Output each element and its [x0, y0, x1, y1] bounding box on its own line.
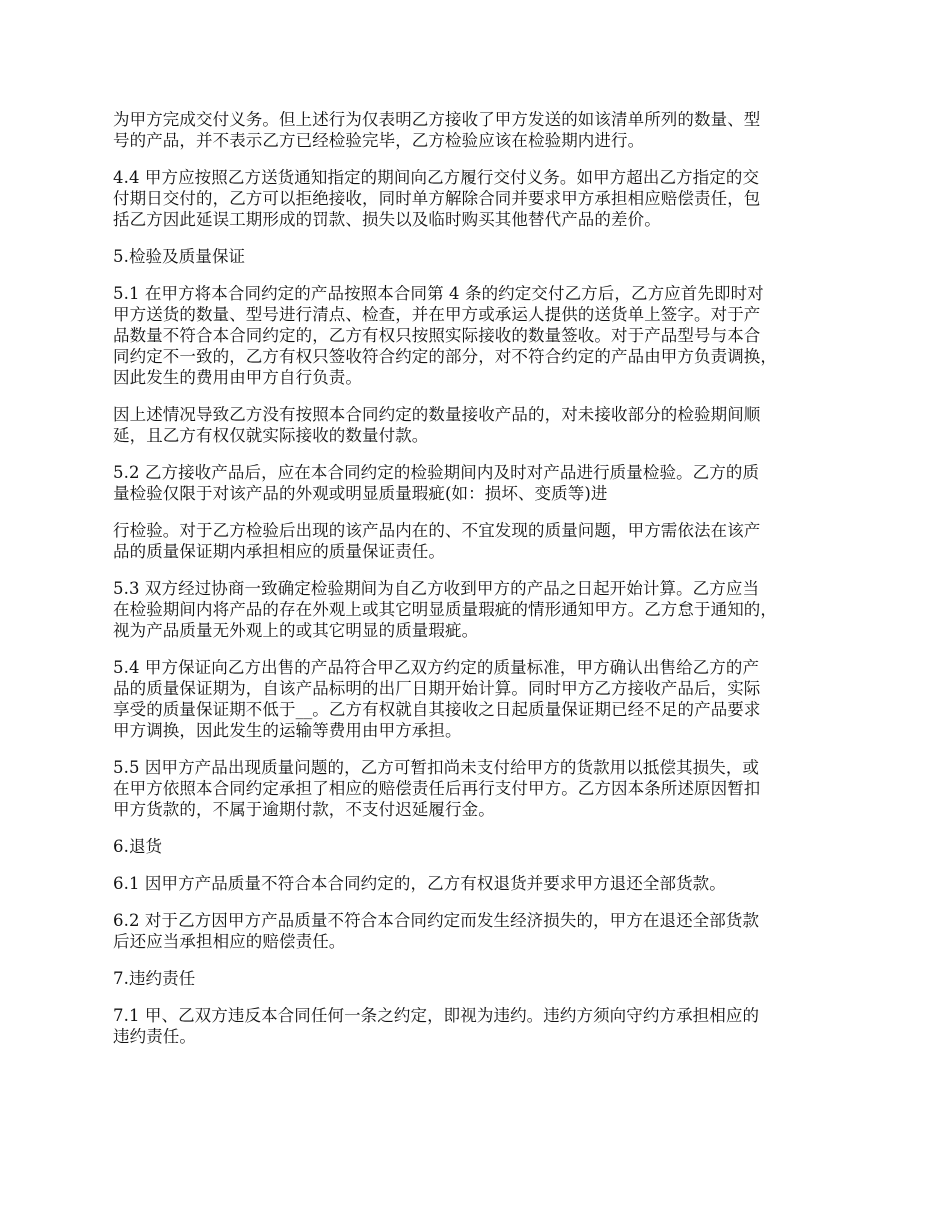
clause-6-2: 6.2 对于乙方因甲方产品质量不符合本合同约定而发生经济损失的，甲方在退还全部货款 后还应当承担相应的赔偿责任。 — [113, 911, 760, 951]
clause-7-1: 7.1 甲、乙双方违反本合同任何一条之约定，即视为违约。违约方须向守约方承担相应的 违约责任。 — [113, 1006, 760, 1046]
clause-5-1: 5.1 在甲方将本合同约定的产品按照本合同第 4 条的约定交付乙方后，乙方应首先即时对 甲方送货的数量、型号进行清点、检查，并在甲方或承运人提供的送货单上签字。对于产 品数量不符合本合同约定的，乙方有权只按照实际接收的数量签收。对于产品型号与本合 同约定不一致的，乙方有权只签收符合约定的部分，对不符合约定的产品由甲方负责调换， 因此发生的费用由甲方自行负责。 — [113, 284, 777, 387]
document-page — [113, 109, 855, 1063]
section-heading-7: 7.违约责任 — [113, 969, 196, 988]
clause-5-5: 5.5 因甲方产品出现质量问题的，乙方可暂扣尚未支付给甲方的货款用以抵偿其损失，或 在甲方依照本合同约定承担了相应的赔偿责任后再行支付甲方。乙方因本条所述原因暂扣 甲方货款的，不属于逾期付款，不支付迟延履行金。 — [113, 758, 761, 819]
clause-5-2-continuation: 行检验。对于乙方检验后出现的该产品内在的、不宜发现的质量问题，甲方需依法在该产 品的质量保证期内承担相应的质量保证责任。 — [113, 521, 761, 561]
section-heading-5: 5.检验及质量保证 — [113, 247, 246, 266]
clause-6-1: 6.1 因甲方产品质量不符合本合同约定的，乙方有权退货并要求甲方退还全部货款。 — [113, 874, 726, 893]
clause-5-1-supplement: 因上述情况导致乙方没有按照本合同约定的数量接收产品的，对未接收部分的检验期间顺 延，且乙方有权仅就实际接收的数量付款。 — [113, 405, 761, 445]
clause-4-4: 4.4 甲方应按照乙方送货通知指定的期间向乙方履行交付义务。如甲方超出乙方指定的交 付期日交付的，乙方可以拒绝接收，同时单方解除合同并要求甲方承担相应赔偿责任，包 括乙方因此延误工期形成的罚款、损失以及临时购买其他替代产品的差价。 — [113, 168, 761, 229]
clause-5-3: 5.3 双方经过协商一致确定检验期间为自乙方收到甲方的产品之日起开始计算。乙方应当 在检验期间内将产品的存在外观上或其它明显质量瑕疵的情形通知甲方。乙方怠于通知的， 视为产品质量无外观上的或其它明显的质量瑕疵。 — [113, 579, 777, 640]
clause-5-4: 5.4 甲方保证向乙方出售的产品符合甲乙双方约定的质量标准，甲方确认出售给乙方的产 品的质量保证期为，自该产品标明的出厂日期开始计算。同时甲方乙方接收产品后，实际 享受的质量保证期不低于__。乙方有权就自其接收之日起质量保证期已经不足的产品要求 甲方调换，因此发生的运输等费用由甲方承担。 — [113, 658, 761, 740]
section-heading-6: 6.退货 — [113, 837, 163, 856]
paragraph-continuation: 为甲方完成交付义务。但上述行为仅表明乙方接收了甲方发送的如该清单所列的数量、型 号的产品，并不表示乙方已经检验完毕，乙方检验应该在检验期内进行。 — [113, 110, 761, 150]
clause-5-2: 5.2 乙方接收产品后，应在本合同约定的检验期间内及时对产品进行质量检验。乙方的质 量检验仅限于对该产品的外观或明显质量瑕疵(如：损坏、变质等)进 — [113, 463, 760, 503]
